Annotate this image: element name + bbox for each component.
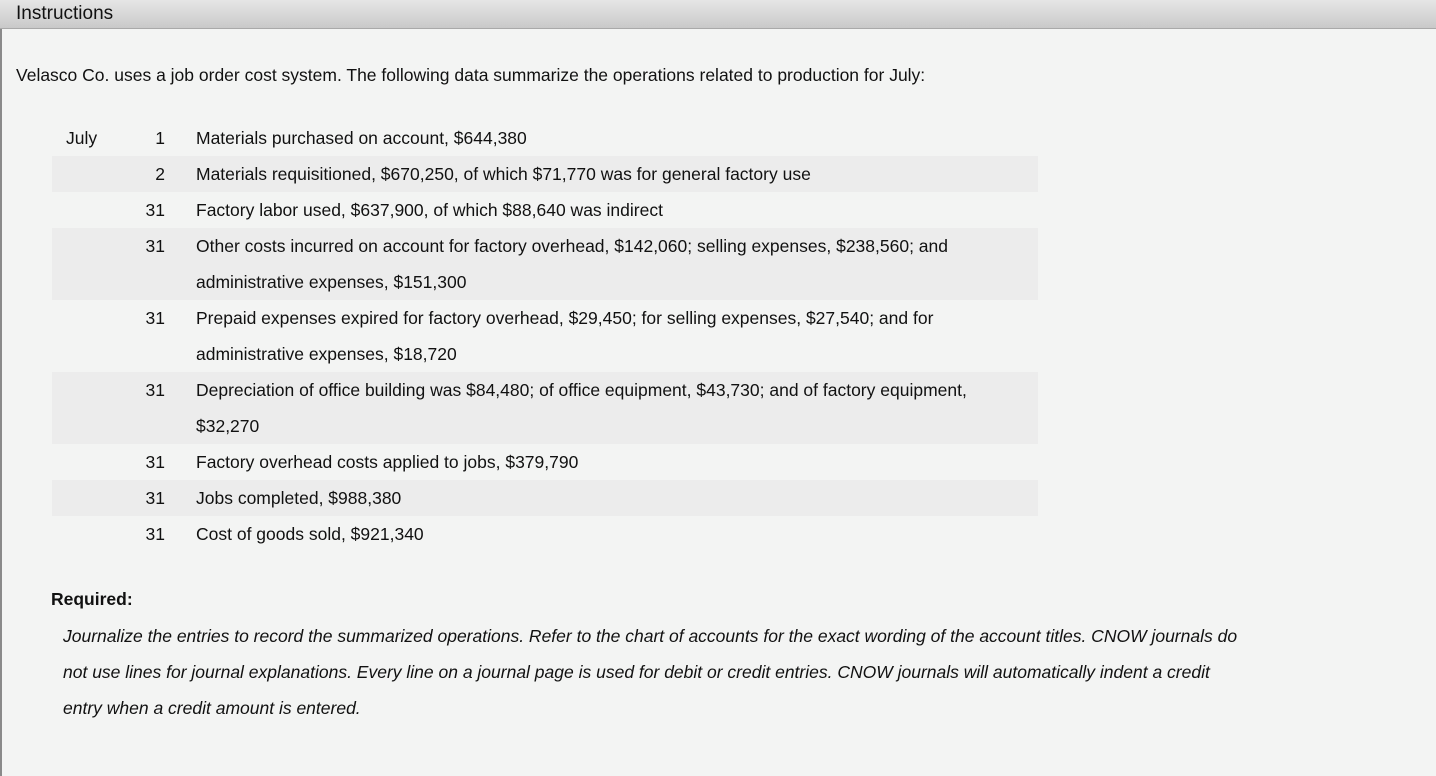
transaction-month: July [66, 128, 98, 148]
transaction-description: Factory overhead costs applied to jobs, $379,790 [196, 452, 579, 472]
intro-text: Velasco Co. uses a job order cost system. The following data summarize the operations related to production for July: [16, 65, 926, 85]
transaction-day: 31 [145, 236, 165, 256]
transaction-row [52, 480, 1038, 516]
transaction-day: 31 [145, 524, 165, 544]
header-title: Instructions [16, 3, 114, 24]
transaction-row [52, 372, 1038, 444]
transaction-day: 31 [145, 308, 165, 328]
transaction-day: 2 [155, 164, 165, 184]
transaction-description: Cost of goods sold, $921,340 [196, 524, 424, 544]
transaction-day: 31 [145, 200, 165, 220]
transaction-day: 31 [145, 452, 165, 472]
transaction-description: Materials purchased on account, $644,380 [196, 128, 527, 148]
transaction-row [52, 444, 1038, 480]
transaction-row [52, 192, 1038, 228]
transaction-row [52, 300, 1038, 372]
transaction-description: Factory labor used, $637,900, of which $88,640 was indirect [196, 200, 663, 220]
instructions-header [0, 0, 1436, 29]
transaction-description: Materials requisitioned, $670,250, of which $71,770 was for general factory use [196, 164, 811, 184]
required-label: Required: [51, 589, 133, 609]
transaction-row [52, 516, 1038, 552]
transaction-row [52, 228, 1038, 300]
transaction-row [52, 120, 1038, 156]
transaction-description: Other costs incurred on account for factory overhead, $142,060; selling expenses, $238,560; and administrative expenses, $151,300 [196, 236, 949, 292]
required-text: Journalize the entries to record the summarized operations. Refer to the chart of accounts for the exact wording of the account titles. CNOW journals do not use lines for journal explanations. Every line on a journal page is used for debit or credit entries. CNOW journals will automatically indent a credit entry when a credit amount is entered. [63, 626, 1238, 718]
transaction-description: Prepaid expenses expired for factory overhead, $29,450; for selling expenses, $27,540; and for administrative expenses, $18,720 [196, 308, 934, 364]
left-border [0, 0, 2, 776]
transaction-day: 31 [145, 488, 165, 508]
transaction-row [52, 156, 1038, 192]
transaction-description: Jobs completed, $988,380 [196, 488, 402, 508]
transactions-table [52, 120, 1038, 552]
transaction-day: 1 [155, 128, 165, 148]
transaction-day: 31 [145, 380, 165, 400]
transaction-description: Depreciation of office building was $84,480; of office equipment, $43,730; and of factory equipment, $32,270 [196, 380, 967, 436]
